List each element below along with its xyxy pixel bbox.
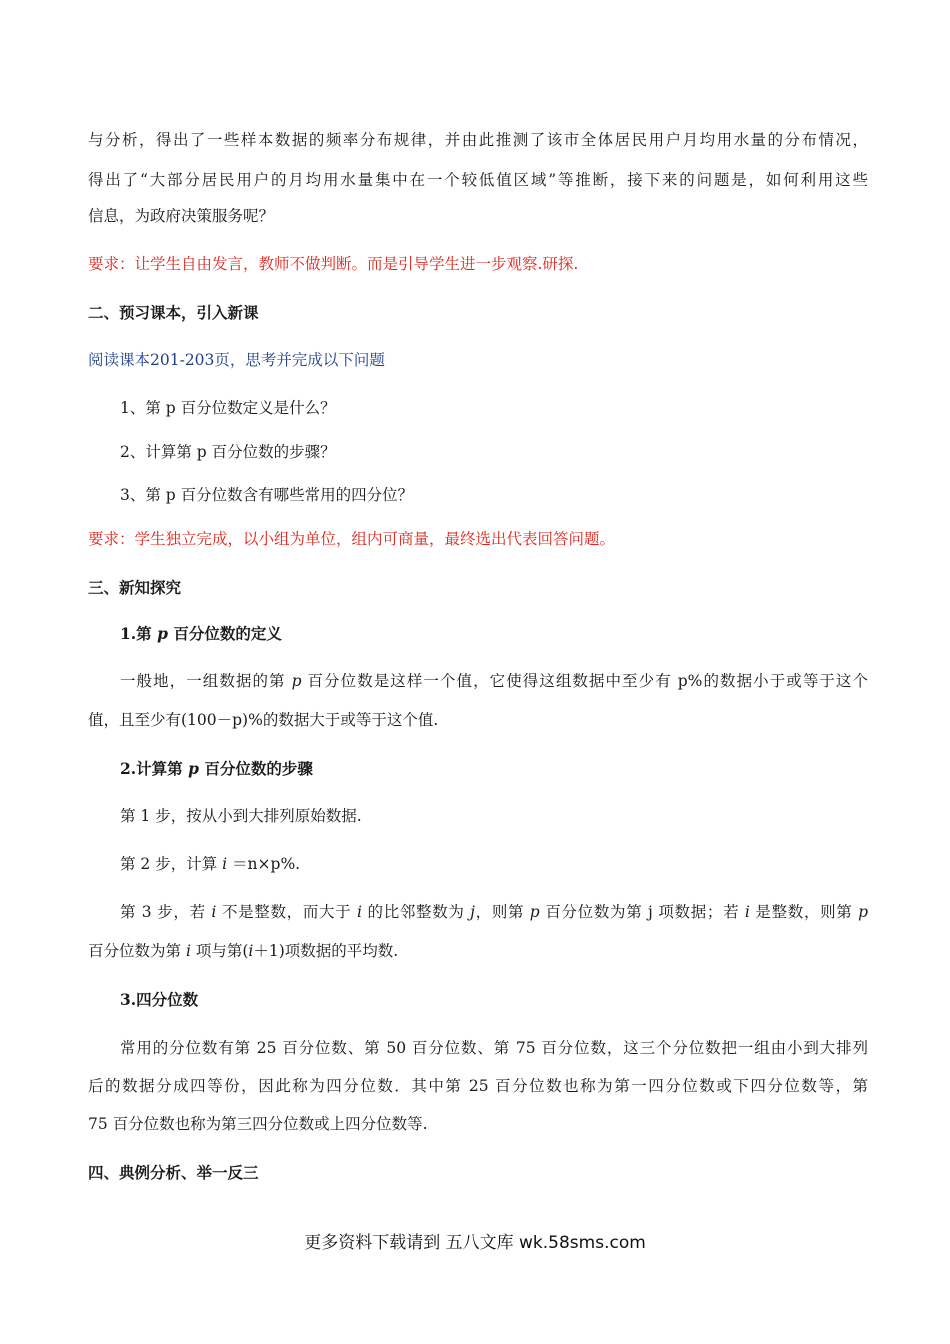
definition-line-1: 一般地，一组数据的第 p 百分位数是这样一个值，它使得这组数据中至少有 p%的数据小于或等于这个 bbox=[120, 672, 868, 690]
quartiles-line-1: 常用的分位数有第 25 百分位数、第 50 百分位数、第 75 百分位数，这三个分位数把一组由小到大排列 bbox=[120, 1039, 868, 1057]
quartiles-line-3: 75 百分位数也称为第三四分位数或上四分位数等. bbox=[88, 1115, 428, 1133]
requirement-2: 要求：学生独立完成，以小组为单位，组内可商量，最终选出代表回答问题。 bbox=[88, 530, 616, 548]
step-2: 第 2 步，计算 i ＝n×p%. bbox=[120, 855, 301, 873]
footer-link[interactable]: 更多资料下载请到 五八文库 wk.58sms.com bbox=[304, 1233, 646, 1253]
question-1: 1、第 p 百分位数定义是什么？ bbox=[120, 399, 336, 417]
intro-line-1: 与分析，得出了一些样本数据的频率分布规律，并由此推测了该市全体居民用户月均用水量的分布情况， bbox=[88, 131, 868, 149]
definition-line-2: 值，且至少有(100－p)%的数据大于或等于这个值. bbox=[88, 711, 439, 729]
step-1: 第 1 步，按从小到大排列原始数据. bbox=[120, 807, 362, 825]
step-3-line-1: 第 3 步，若 i 不是整数，而大于 i 的比邻整数为 j，则第 p 百分位数为第 j 项数据；若 i 是整数，则第 p bbox=[120, 903, 869, 921]
question-2: 2、计算第 p 百分位数的步骤？ bbox=[120, 443, 336, 461]
step-3-line-2: 百分位数为第 i 项与第(i＋1)项数据的平均数. bbox=[88, 942, 399, 960]
intro-line-3: 信息，为政府决策服务呢？ bbox=[88, 207, 275, 225]
subheading-definition: 1.第 p 百分位数的定义 bbox=[120, 624, 282, 643]
subheading-quartiles: 3.四分位数 bbox=[120, 990, 199, 1009]
subheading-steps: 2.计算第 p 百分位数的步骤 bbox=[120, 759, 313, 778]
requirement-1: 要求：让学生自由发言，教师不做判断。而是引导学生进一步观察.研探. bbox=[88, 255, 579, 273]
quartiles-line-2: 后的数据分成四等份，因此称为四分位数．其中第 25 百分位数也称为第一四分位数或下四分位数等，第 bbox=[88, 1077, 868, 1095]
section-3-heading: 三、新知探究 bbox=[88, 578, 182, 597]
reading-assignment: 阅读课本201-203页，思考并完成以下问题 bbox=[88, 351, 385, 369]
question-3: 3、第 p 百分位数含有哪些常用的四分位？ bbox=[120, 486, 414, 504]
section-2-heading: 二、预习课本，引入新课 bbox=[88, 303, 259, 322]
intro-line-2: 得出了“大部分居民用户的月均用水量集中在一个较低值区域”等推断，接下来的问题是，如何利用这些 bbox=[88, 171, 868, 189]
section-4-heading: 四、典例分析、举一反三 bbox=[88, 1163, 259, 1182]
